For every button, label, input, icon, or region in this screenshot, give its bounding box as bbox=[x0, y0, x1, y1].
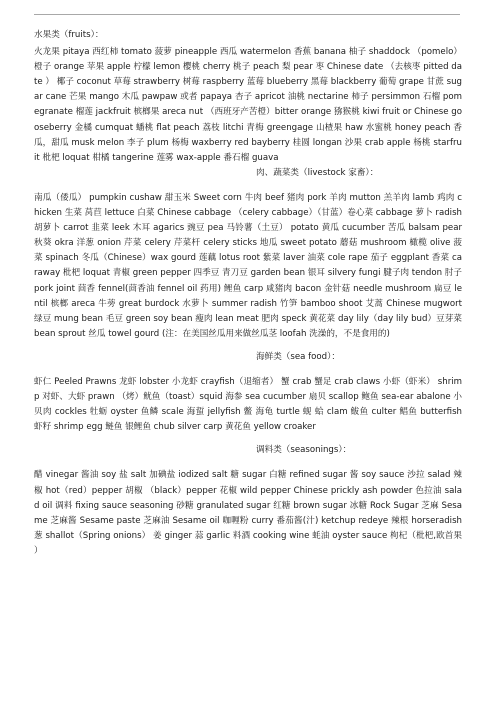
section-body-fruits: 火龙果 pitaya 西红柿 tomato 菠萝 pineapple 西瓜 watermelon 香蕉 banana 柚子 shaddock （pomelo） 橙子 orange 苹果 apple 柠檬 lemon 樱桃 cherry 桃子 peach 梨 pear 枣 Chinese date （去核枣 pitted date ） 椰子 coconut 草莓 strawberry 树莓 raspberry 蓝莓 blueberry 黑莓 blackberry 葡萄 grape 甘蔗 sugar cane 芒果 mango 木瓜 pawpaw 或者 papaya 杏子 apricot 油桃 nectarine 柿子 persimmon 石榴 pomegranate 榴莲 jackfruit 槟榔果 areca nut （西班牙产苦橙）bitter orange 猕猴桃 kiwi fruit or Chinese gooseberry 金橘 cumquat 蟠桃 flat peach 荔枝 litchi 青梅 greengage 山楂果 haw 水蜜桃 honey peach 香瓜，甜瓜 musk melon 李子 plum 杨梅 waxberry red bayberry 桂圆 longan 沙果 crab apple 杨桃 starfruit 枇杷 loquat 柑橘 tangerine 莲雾 wax-apple 番石榴 guava bbox=[34, 47, 462, 163]
header-rule bbox=[34, 14, 460, 15]
section-heading-seasonings: 调料类（seasonings）： bbox=[256, 445, 352, 456]
document-body bbox=[34, 28, 462, 559]
section-heading-seafood: 海鲜类（sea food）： bbox=[256, 351, 341, 362]
section-body-seafood: 虾仁 Peeled Prawns 龙虾 lobster 小龙虾 crayfish（退缩者） 蟹 crab 蟹足 crab claws 小虾（虾米） shrimp 对虾、大虾 prawn （烤）鱿鱼（toast）squid 海参 sea cucumber 扇贝 scallop 鲍鱼 sea-ear abalone 小贝肉 cockles 牡蛎 oyster 鱼鳞 scale 海蜇 jellyfish 鳖 海龟 turtle 蚬 蛤 clam 鲅鱼 culter 鲳鱼 butterfish 虾籽 shrimp egg 鲢鱼 银鲤鱼 chub silver carp 黄花鱼 yellow croaker bbox=[34, 376, 462, 433]
section-body-seasonings: 醋 vinegar 酱油 soy 盐 salt 加碘盐 iodized salt 糖 sugar 白糖 refined sugar 酱 soy sauce 沙拉 salad 辣椒 hot（red）pepper 胡椒 （black）pepper 花椒 wild pepper Chinese prickly ash powder 色拉油 salad oil 调料 fixing sauce seasoning 砂糖 granulated sugar 红糖 brown sugar 冰糖 Rock Sugar 芝麻 Sesame 芝麻酱 Sesame paste 芝麻油 Sesame oil 咖喱粉 curry 番茄酱(汁) ketchup redeye 辣根 horseradish 葱 shallot（Spring onions） 姜 ginger 蒜 garlic 料酒 cooking wine 蚝油 oyster sauce 枸杞（枇杷,欧首果 ） bbox=[34, 470, 462, 556]
section-heading-fruits: 水果类（fruits）： bbox=[34, 30, 104, 40]
section-body-meat-vegetables: 南瓜（倭瓜） pumpkin cushaw 甜玉米 Sweet corn 牛肉 beef 猪肉 pork 羊肉 mutton 羔羊肉 lamb 鸡肉 chicken 生菜 莴苣 lettuce 白菜 Chinese cabbage （celery cabbage）（甘蓝）卷心菜 cabbage 萝卜 radish 胡萝卜 carrot 韭菜 leek 木耳 agarics 豌豆 pea 马铃薯（土豆） potato 黄瓜 cucumber 苦瓜 balsam pear 秋葵 okra 洋葱 onion 芹菜 celery 芹菜杆 celery sticks 地瓜 sweet potato 蘑菇 mushroom 橄榄 olive 菠菜 spinach 冬瓜（Chinese）wax gourd 莲藕 lotus root 紫菜 laver 油菜 cole rape 茄子 eggplant 香菜 caraway 枇杷 loquat 青椒 green pepper 四季豆 青刀豆 garden bean 银耳 silvery fungi 腱子肉 tendon 肘子 pork joint 茴香 fennel(茴香油 fennel oil 药用) 鲤鱼 carp 咸猪肉 bacon 金针菇 needle mushroom 扁豆 lentil 槟榔 areca 牛蒡 great burdock 水萝卜 summer radish 竹笋 bamboo shoot 艾蒿 Chinese mugwort 绿豆 mung bean 毛豆 green soy bean 瘦肉 lean meat 肥肉 speck 黄花菜 day lily（day lily bud）豆芽菜 bean sprout 丝瓜 towel gourd (注：在美国丝瓜用来做丝瓜茎 loofah 洗澡的，不是食用的) bbox=[34, 192, 462, 339]
section-heading-meat-vegetables: 肉、蔬菜类（livestock 家畜）： bbox=[256, 167, 379, 178]
